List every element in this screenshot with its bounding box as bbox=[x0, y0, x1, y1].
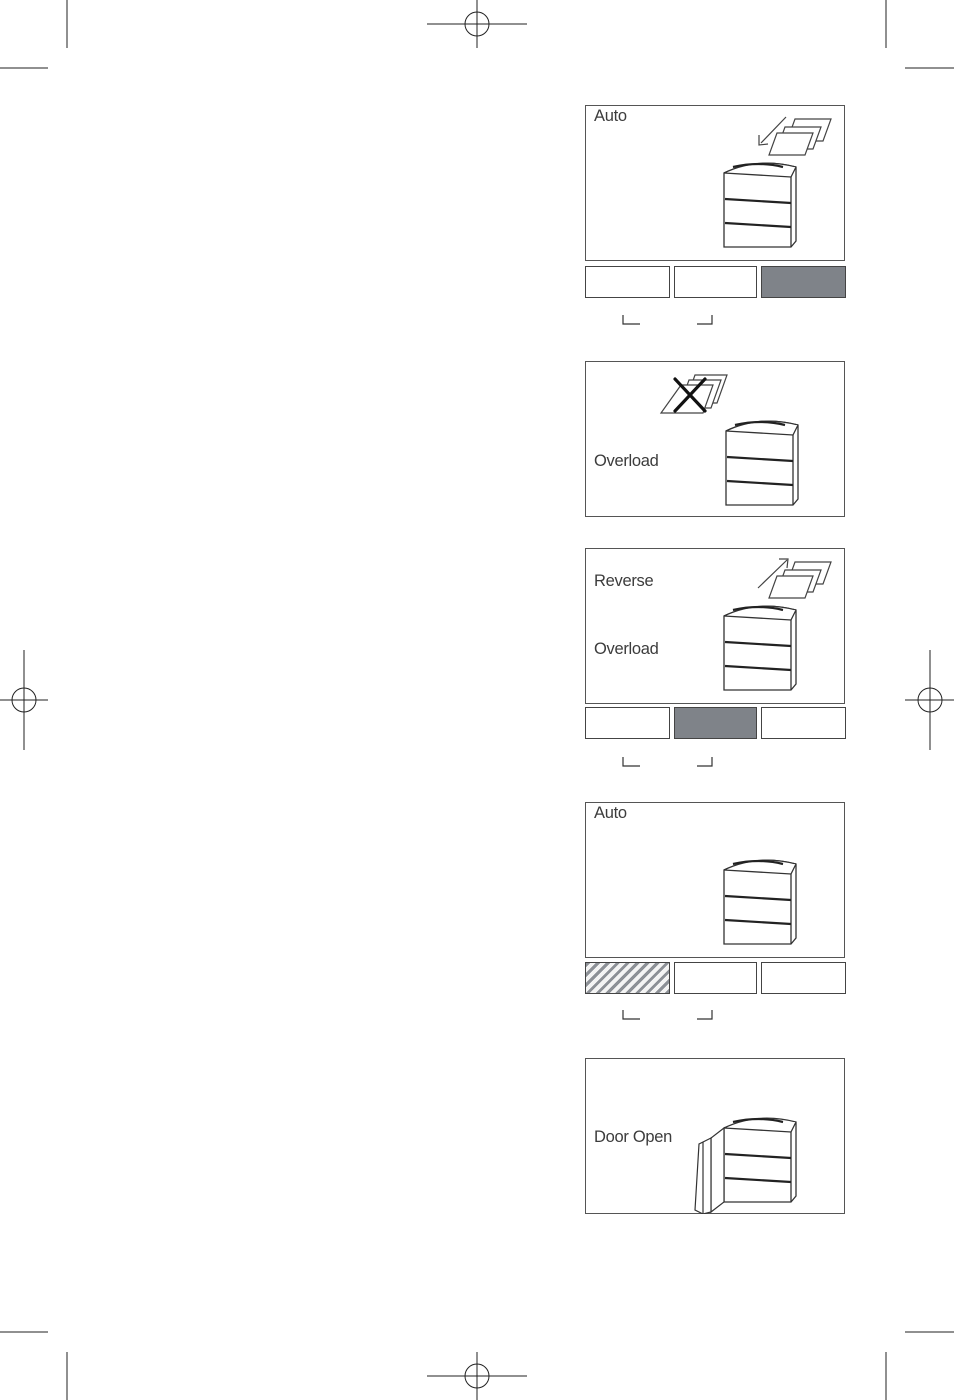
shredder-icon bbox=[721, 852, 801, 948]
display-screen bbox=[585, 802, 845, 958]
panel-auto-feed bbox=[585, 105, 847, 327]
status-label-reverse: Reverse bbox=[594, 572, 654, 590]
status-label-auto: Auto bbox=[594, 107, 627, 125]
panel-auto-idle bbox=[585, 802, 847, 1024]
mode-button-2[interactable] bbox=[674, 266, 757, 298]
mode-button-2-active[interactable] bbox=[674, 707, 757, 739]
mode-button-row bbox=[585, 707, 847, 739]
panel-door-open bbox=[585, 1058, 847, 1218]
shredder-icon bbox=[723, 413, 803, 509]
mode-button-1[interactable] bbox=[585, 707, 670, 739]
panel-reverse-overload bbox=[585, 548, 847, 770]
mode-button-1[interactable] bbox=[585, 266, 670, 298]
mode-button-3[interactable] bbox=[761, 962, 846, 994]
status-label-overload: Overload bbox=[594, 452, 659, 470]
button-bracket-marks bbox=[621, 756, 716, 768]
mode-button-row bbox=[585, 962, 847, 994]
mode-button-2[interactable] bbox=[674, 962, 757, 994]
mode-button-3[interactable] bbox=[761, 707, 846, 739]
mode-button-3-active[interactable] bbox=[761, 266, 846, 298]
panel-overload bbox=[585, 361, 847, 521]
status-label-door-open: Door Open bbox=[594, 1128, 673, 1146]
shredder-icon bbox=[721, 598, 801, 694]
status-label-overload: Overload bbox=[594, 640, 659, 658]
door-open-icon bbox=[689, 1110, 805, 1214]
mode-button-row bbox=[585, 266, 847, 298]
status-label-auto: Auto bbox=[594, 804, 627, 822]
button-bracket-marks bbox=[621, 314, 716, 326]
shredder-icon bbox=[721, 155, 801, 251]
mode-button-1-flashing[interactable] bbox=[585, 962, 670, 994]
button-bracket-marks bbox=[621, 1009, 716, 1021]
paper-blocked-icon bbox=[657, 371, 731, 419]
